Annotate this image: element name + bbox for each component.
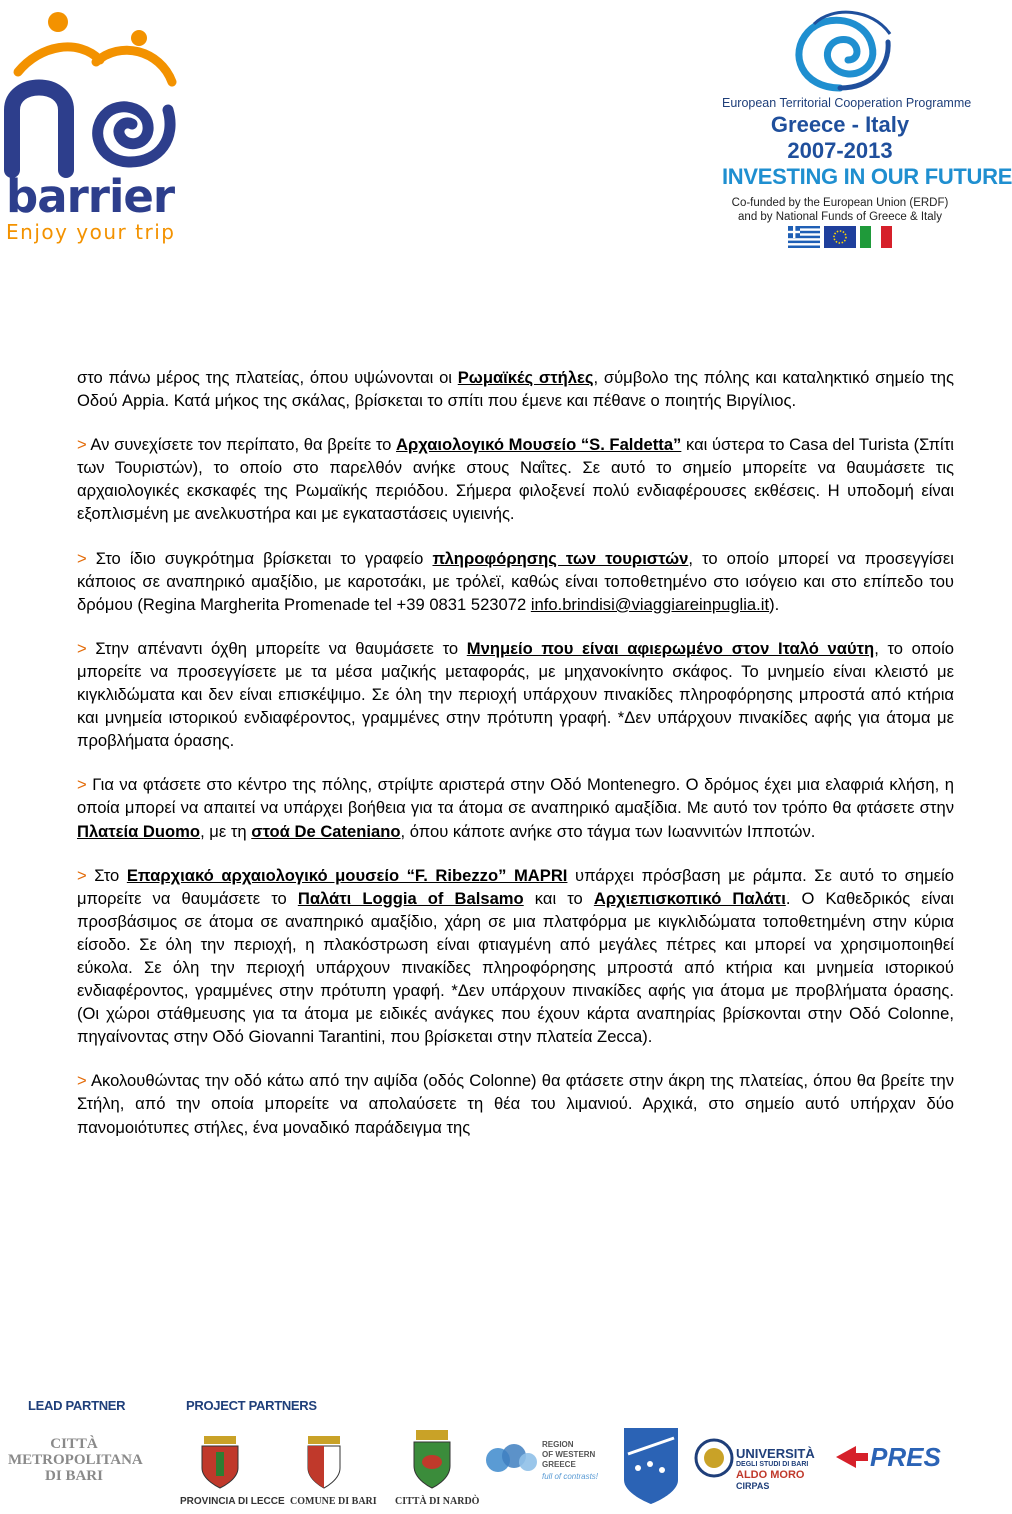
western-greece-tagline: full of contrasts!	[542, 1472, 599, 1481]
arrow-bullet: >	[77, 638, 87, 658]
email-link[interactable]: info.brindisi@viaggiareinpuglia.it	[530, 594, 770, 614]
link-archaeological-museum[interactable]: Αρχαιολογικό Μουσείο “S. Faldetta”	[396, 435, 682, 455]
brand-slogan: Enjoy your trip	[6, 220, 176, 244]
link-sailor-monument[interactable]: Μνημείο που είναι αφιερωμένο στον Ιταλό ναύτη	[466, 638, 875, 658]
arrow-bullet: >	[77, 865, 87, 885]
no-barrier-logo	[0, 0, 200, 250]
lecce-crest-icon	[196, 1432, 244, 1492]
project-partners-label: PROJECT PARTNERS	[186, 1398, 317, 1413]
paragraph-1: στο πάνω μέρος της πλατείας, όπου υψώνονται οι Ρωμαϊκές στήλες, σύμβολο της πόλης και καταληκτικό σημείο της Οδού Appia. Κατά μήκος της σκάλας, βρίσκεται το σπίτι που έμενε και πέθανε ο ποιητής Βιργίλιος.	[77, 368, 954, 411]
western-greece-icon	[484, 1436, 538, 1480]
ionian-islands-icon	[620, 1424, 682, 1506]
brand-name: barrier	[6, 170, 175, 223]
arrow-bullet: >	[77, 775, 87, 795]
university-seal-icon	[694, 1438, 734, 1478]
link-roman-columns[interactable]: Ρωμαϊκές στήλες	[457, 368, 594, 387]
link-tourist-information[interactable]: πληροφόρησης των τουριστών	[432, 548, 689, 568]
arrow-bullet: >	[77, 548, 87, 568]
italy-flag-icon	[860, 226, 892, 248]
link-de-cateniano-portico[interactable]: στοά De Cateniano	[251, 821, 401, 841]
link-mapri-museum[interactable]: Επαρχιακό αρχαιολογικό μουσείο “F. Ribezzo” MAPRI	[126, 865, 568, 885]
document-body	[77, 366, 954, 1160]
nardo-crest-icon	[408, 1428, 456, 1492]
arrow-bullet: >	[77, 435, 87, 455]
eu-flag-icon	[824, 226, 856, 248]
paragraph-5: > Για να φτάσετε στο κέντρο της πόλης, στρίψτε αριστερά στην Οδό Montenegro. Ο δρόμος έχει μια ελαφριά κλήση, η οποία μπορεί να απαιτεί να υπάρχει βοήθεια για τα άτομα σε αναπηρικό αμαξίδια. Με αυτό τον τρόπο θα φτάσετε στην Πλατεία Duomo, με τη στοά De Cateniano, όπου κάποτε ανήκε στο τάγμα των Ιωαννιτών Ιπποτών.	[77, 775, 954, 841]
lead-partner-label: LEAD PARTNER	[28, 1398, 126, 1413]
bari-crest-icon	[302, 1432, 346, 1492]
partners-footer	[0, 1388, 960, 1514]
university-text: UNIVERSITÀ DEGLI STUDI DI BARI ALDO MORO CIRPAS	[736, 1446, 815, 1491]
pres-logo: PRES	[870, 1442, 941, 1472]
metro-bari-logo: CITTÀ METROPOLITANA DI BARI	[8, 1436, 143, 1484]
nardo-caption: CITTÀ DI NARDÒ	[395, 1496, 480, 1507]
link-archbishop-palace[interactable]: Αρχιεπισκοπικό Παλάτι	[593, 888, 786, 908]
programme-years: 2007-2013	[787, 138, 893, 163]
link-loggia-balsamo[interactable]: Παλάτι Loggia of Balsamo	[297, 888, 524, 908]
cofund-line-2: and by National Funds of Greece & Italy	[738, 211, 942, 223]
link-piazza-duomo[interactable]: Πλατεία Duomo	[77, 821, 201, 841]
lecce-caption: PROVINCIA DI LECCE	[180, 1496, 285, 1507]
programme-cofund	[722, 196, 958, 224]
pres-arrow-icon	[834, 1442, 870, 1472]
greece-flag-icon	[788, 226, 820, 248]
arrow-bullet: >	[77, 1071, 87, 1091]
programme-countries: Greece - Italy	[770, 112, 910, 137]
paragraph-7: > Ακολουθώντας την οδό κάτω από την αψίδα (οδός Colonne) θα φτάσετε στην άκρη της πλατείας, όπου θα βρείτε την Στήλη, από την οποία μπορείτε να απολαύσετε τη θέα του λιμανιού. Αρχικά, στο σημείο αυτό υπήρχαν δύο πανομοιότυπες στήλες, ένα μοναδικό παράδειγμα της	[77, 1071, 954, 1137]
paragraph-2: > Αν συνεχίσετε τον περίπατο, θα βρείτε το Αρχαιολογικό Μουσείο “S. Faldetta” και ύστερα το Casa del Turista (Σπίτι των Τουριστών), το οποίο στο παρελθόν ανήκε στους Ναΐτες. Σε αυτό το σημείο μπορείτε να θαυμάσετε τις αρχαιολογικές εκσκαφές της Ρωμαϊκής περιόδου. Σήμερα φιλοξενεί πολύ ενδιαφέρουσες εκθέσεις. Η υποδομή είναι εξοπλισμένη με ανελκυστήρα και με εγκαταστάσεις υγιεινής.	[77, 435, 954, 524]
western-greece-text: REGION OF WESTERN GREECE	[542, 1440, 596, 1469]
cofund-line-1: Co-funded by the European Union (ERDF)	[731, 197, 949, 209]
programme-tagline: INVESTING IN OUR FUTURE	[722, 164, 1012, 189]
flags-row	[788, 226, 892, 248]
paragraph-3: > Στο ίδιο συγκρότημα βρίσκεται το γραφείο πληροφόρησης των τουριστών, το οποίο μπορεί να προσεγγίσει κάποιος σε αναπηρικό αμαξίδιο, με καροτσάκι, με τρόλεϊ, καθώς είναι τοποθετημένο στο ισόγειο και στο επίπεδο του δρόμου (Regina Margherita Promenade tel +39 0831 523072 info.brindisi@viaggiareinpuglia.it).	[77, 548, 954, 614]
comune-bari-caption: COMUNE DI BARI	[290, 1496, 377, 1507]
paragraph-6: > Στο Επαρχιακό αρχαιολογικό μουσείο “F. Ribezzo” MAPRI υπάρχει πρόσβαση με ράμπα. Σε αυτό το σημείο μπορείτε να θαυμάσετε το Παλάτι Loggia of Balsamo και το Αρχιεπισκοπικό Παλάτι. Ο Καθεδρικός είναι προσβάσιμος σε άτομα σε αναπηρικό αμαξίδιο, χάρη σε μια πλατφόρμα με κιγκλιδώματα τοποθετημένη στην κύρια είσοδο. Σε όλη την περιοχή, η πλακόστρωση είναι φτιαγμένη από μεγάλες πέτρες και μπορεί να χρησιμοποιηθεί εύκολα. Σε όλη την περιοχή υπάρχουν πινακίδες πληροφόρησης μπροστά από κτήρια και μνημεία ιστορικού ενδιαφέροντος, γραμμένες στην πρότυπη γραφή. *Δεν υπάρχουν πινακίδες αφής για άτομα με προβλήματα όρασης. (Οι χώροι στάθμευσης για τα άτομα με ειδικές ανάγκες που έχουν κάρτα αναπηρίας βρίσκονται στην Οδό Colonne, πηγαίνοντας στην Οδό Giovanni Tarantini, που βρίσκεται στην πλατεία Zecca).	[77, 865, 954, 1047]
programme-title: European Territorial Cooperation Programme	[722, 96, 972, 110]
spiral-programme-icon	[722, 4, 958, 96]
paragraph-4: > Στην απέναντι όχθη μπορείτε να θαυμάσετε το Μνημείο που είναι αφιερωμένο στον Ιταλό ναύτη, το οποίο μπορείτε να προσεγγίσετε με τα μέσα μαζικής μεταφοράς, με μηχανοκίνητο σκάφος. Το μνημείο είναι κλειστό με κιγκλιδώματα και δεν είναι επισκέψιμο. Σε όλη την περιοχή υπάρχουν πινακίδες πληροφόρησης μπροστά από κτήρια και μνημεία ιστορικού ενδιαφέροντος, γραμμένες στην πρότυπη γραφή. *Δεν υπάρχουν πινακίδες αφής για άτομα με προβλήματα όρασης.	[77, 638, 954, 751]
programme-logo	[722, 4, 1012, 254]
